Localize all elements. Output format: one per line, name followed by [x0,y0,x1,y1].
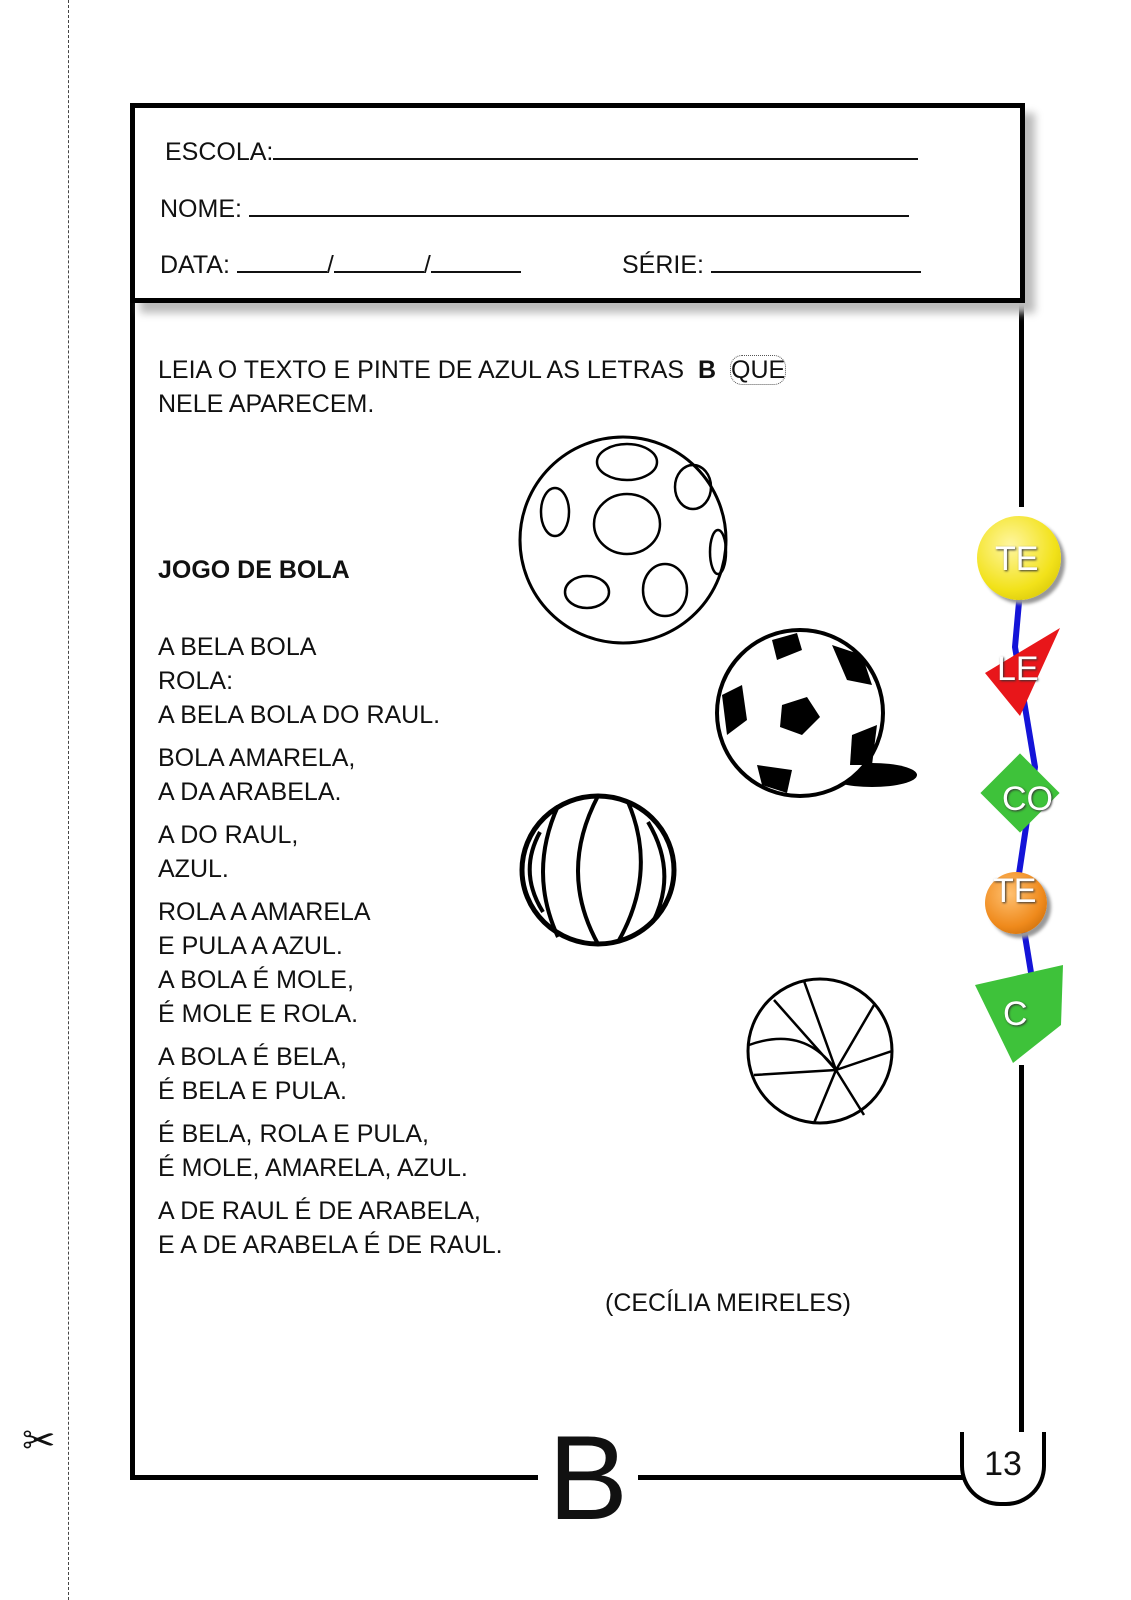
instruction-line: LEIA O TEXTO E PINTE DE AZUL AS LETRAS [158,356,685,384]
footer-letter: B [538,1418,638,1538]
school-label: ESCOLA: [165,138,274,166]
poem-line: BOLA AMARELA, [158,744,356,772]
instruction-line-end: QUE [731,356,786,384]
poem-line: É MOLE, AMARELA, AZUL. [158,1154,468,1182]
poem-line: A BELA BOLA [158,633,317,661]
grade-label: SÉRIE: [622,251,704,279]
poem-line: É BELA E PULA. [158,1077,347,1105]
date-separator: / [423,251,431,279]
poem-line: A DO RAUL, [158,821,299,849]
striped-ball-image [744,975,896,1127]
name-field[interactable] [160,193,909,224]
grade-field[interactable] [622,249,921,280]
badge-te-orange [985,872,1047,934]
instruction-line: NELE APARECEM. [158,390,375,418]
poem-line: É BELA, ROLA E PULA, [158,1120,429,1148]
date-label: DATA: [160,251,230,279]
badge-te-circle [977,516,1061,600]
poem-line: ROLA: [158,667,234,695]
badge-label: C [1003,995,1028,1033]
badge-label: TE [995,540,1039,578]
poem-line: A DE RAUL É DE ARABELA, [158,1197,481,1225]
poem-line: É MOLE E ROLA. [158,1000,359,1028]
badge-label: TE [993,872,1037,910]
student-info-header [130,103,1025,303]
target-letter: B [698,356,717,384]
badge-label: CO [1002,780,1053,818]
poem-line: E A DE ARABELA É DE RAUL. [158,1231,503,1259]
name-label: NOME: [160,195,242,223]
cut-line [68,0,69,1600]
poem-author: (CECÍLIA MEIRELES) [605,1289,851,1317]
beach-ball-image [518,792,678,948]
poem-line: A BOLA É BELA, [158,1043,348,1071]
scissors-icon: ✂ [22,1419,56,1463]
poem-body [158,630,503,1262]
poem-line: AZUL. [158,855,229,883]
instruction [158,353,786,421]
spotted-ball-image [515,432,735,647]
poem-title: JOGO DE BOLA [158,556,350,584]
poem-line: E PULA A AZUL. [158,932,343,960]
page-number: 13 [960,1432,1046,1506]
date-separator: / [326,251,334,279]
poem-line: A BELA BOLA DO RAUL. [158,701,441,729]
poem-line: ROLA A AMARELA [158,898,371,926]
poem-line: A DA ARABELA. [158,778,342,806]
frame-right-edge [1019,1065,1024,1435]
date-field[interactable] [160,249,521,280]
frame-right-edge [1019,297,1024,507]
school-field[interactable] [165,136,918,167]
poem-line: A BOLA É MOLE, [158,966,354,994]
badge-label: LE [997,650,1039,688]
soccer-ball-image [712,625,922,800]
